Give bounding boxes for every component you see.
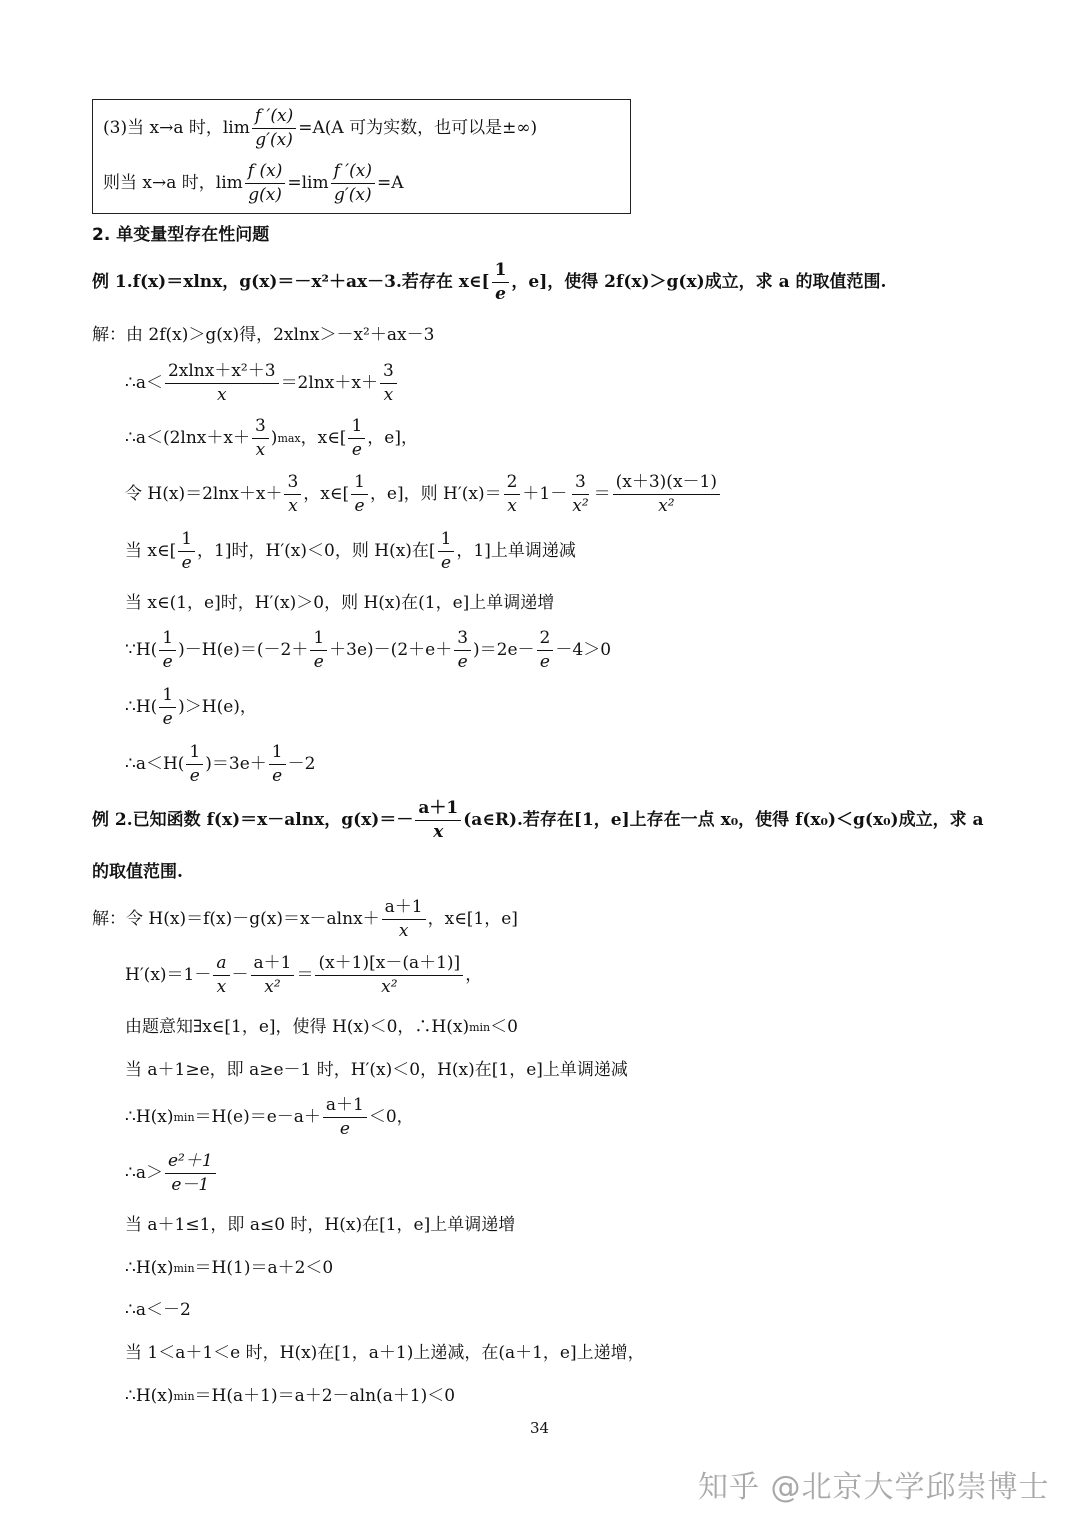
text: H′(x)＝1－ bbox=[125, 965, 212, 985]
text: ∴a＜(2lnx＋x＋ bbox=[125, 428, 250, 448]
denominator: x bbox=[398, 921, 409, 941]
fraction bbox=[537, 630, 554, 671]
sol2-line-4: 当 a＋1≥e，即 a≥e－1 时，H′(x)＜0，H(x)在[1，e]上单调递减 bbox=[125, 1060, 628, 1080]
denominator: x bbox=[433, 822, 444, 842]
text: ＝2lnx＋x＋ bbox=[280, 373, 378, 393]
text: ＝ bbox=[593, 484, 611, 504]
text: ＋3e)－(2＋e＋ bbox=[329, 640, 453, 660]
denominator: e bbox=[495, 284, 506, 304]
denominator: e bbox=[457, 652, 468, 672]
numerator: 1 bbox=[159, 687, 176, 708]
text: =A bbox=[377, 173, 404, 193]
text: ，e]， bbox=[367, 428, 418, 448]
sol2-line-8 bbox=[125, 1260, 333, 1277]
text: 当 x∈[ bbox=[125, 541, 177, 561]
numerator: 3 bbox=[454, 630, 471, 651]
fraction bbox=[159, 630, 176, 671]
text: －4＞0 bbox=[555, 640, 612, 660]
text: 则当 x→a 时，lim bbox=[103, 173, 243, 193]
numerator: 1 bbox=[310, 630, 327, 651]
numerator: 2xlnx＋x²＋3 bbox=[165, 363, 279, 384]
box-line-2 bbox=[103, 163, 404, 204]
fraction bbox=[492, 262, 510, 303]
sol1-line-6: 当 x∈(1，e]时，H′(x)＞0，则 H(x)在(1，e]上单调递增 bbox=[125, 593, 555, 613]
fraction bbox=[331, 163, 375, 204]
sol1-line-2 bbox=[125, 363, 399, 404]
fraction bbox=[382, 899, 426, 940]
sol1-line-8 bbox=[125, 687, 257, 728]
denominator: e bbox=[162, 709, 173, 729]
fraction bbox=[269, 744, 286, 785]
fraction bbox=[252, 108, 296, 149]
sol1-line-5 bbox=[125, 531, 576, 572]
numerator: a＋1 bbox=[415, 800, 461, 821]
numerator: 1 bbox=[186, 744, 203, 765]
denominator: e bbox=[339, 1119, 350, 1139]
denominator: x bbox=[507, 496, 517, 516]
sol1-line-9 bbox=[125, 744, 315, 785]
sol1-line-1: 解：由 2f(x)＞g(x)得，2xlnx＞－x²＋ax－3 bbox=[92, 325, 435, 345]
text: ＝H(1)＝a＋2＜0 bbox=[194, 1258, 334, 1278]
denominator: x bbox=[255, 440, 266, 460]
numerator: 2 bbox=[504, 474, 521, 495]
fraction bbox=[178, 531, 195, 572]
fraction bbox=[323, 1097, 367, 1138]
denominator: e bbox=[440, 553, 451, 573]
text: ，x∈[ bbox=[300, 428, 347, 448]
sol2-line-6 bbox=[125, 1153, 218, 1194]
numerator: e²＋1 bbox=[165, 1153, 216, 1174]
denominator: x² bbox=[572, 496, 589, 516]
sol2-line-7: 当 a＋1≤1，即 a≤0 时，H(x)在[1，e]上单调递增 bbox=[125, 1215, 516, 1235]
fraction bbox=[504, 474, 521, 515]
denominator: x bbox=[288, 496, 298, 516]
numerator: f (x) bbox=[245, 163, 286, 184]
numerator: 1 bbox=[492, 262, 510, 283]
watermark: 知乎 @北京大学邱崇博士 bbox=[698, 1470, 1050, 1505]
numerator: 2 bbox=[537, 630, 554, 651]
numerator: 3 bbox=[572, 474, 589, 495]
sol2-line-10: 当 1＜a＋1＜e 时，H(x)在[1，a＋1)上递减，在(a＋1，e]上递增， bbox=[125, 1343, 645, 1363]
numerator: 3 bbox=[380, 363, 397, 384]
text: ∵H( bbox=[125, 640, 158, 660]
sol1-line-3: ∴a＜(2lnx＋x＋ $\frac{3}{x}$ ) max ，x∈[ $\frac{1}{e}$ ，e]， bbox=[125, 416, 418, 460]
text: 解：令 H(x)＝f(x)－g(x)＝x－alnx＋ bbox=[92, 909, 380, 929]
sol2-line-3 bbox=[125, 1019, 518, 1036]
text: ，x∈[1，e] bbox=[427, 909, 518, 929]
numerator: (x＋1)[x－(a＋1)] bbox=[315, 955, 463, 976]
sol2-line-9: ∴a＜－2 bbox=[125, 1300, 191, 1320]
text: 由题意知∃x∈[1，e]，使得 H(x)＜0，∴H(x) bbox=[125, 1017, 470, 1037]
denominator: e bbox=[181, 553, 192, 573]
denominator: x² bbox=[381, 977, 398, 997]
text: ，x∈[ bbox=[303, 484, 350, 504]
text: ∴H( bbox=[125, 697, 158, 717]
subscript: min bbox=[173, 1111, 195, 1124]
box-line-1 bbox=[103, 108, 537, 149]
denominator: x² bbox=[264, 977, 281, 997]
subscript: min bbox=[173, 1390, 195, 1403]
numerator: 1 bbox=[159, 630, 176, 651]
fraction bbox=[252, 418, 269, 459]
sol2-line-5 bbox=[125, 1097, 414, 1138]
fraction bbox=[159, 687, 176, 728]
subscript: min bbox=[469, 1021, 491, 1034]
text: )＝3e＋ bbox=[205, 754, 267, 774]
fraction bbox=[348, 418, 365, 459]
fraction bbox=[315, 955, 463, 996]
fraction bbox=[310, 630, 327, 671]
fraction bbox=[351, 474, 368, 515]
numerator: 1 bbox=[351, 474, 368, 495]
numerator: 1 bbox=[438, 531, 455, 552]
text: (3)当 x→a 时，lim bbox=[103, 118, 250, 138]
denominator: e bbox=[162, 652, 173, 672]
text: － bbox=[231, 965, 249, 985]
denominator: x bbox=[216, 385, 227, 405]
fraction bbox=[251, 955, 295, 996]
text: ，e]，使得 2f(x)＞g(x)成立，求 a 的取值范围. bbox=[511, 272, 887, 292]
numerator: f ′(x) bbox=[252, 108, 296, 129]
text: 例 2.已知函数 f(x)＝x－alnx，g(x)＝－ bbox=[92, 810, 414, 830]
numerator: 1 bbox=[348, 418, 365, 439]
numerator: 1 bbox=[269, 744, 286, 765]
fraction bbox=[438, 531, 455, 572]
text: ∴H(x) bbox=[125, 1386, 174, 1406]
text: ＜0 bbox=[490, 1017, 518, 1037]
numerator: 3 bbox=[284, 474, 301, 495]
fraction bbox=[284, 474, 301, 515]
sol1-line-4 bbox=[125, 474, 722, 515]
subscript: min bbox=[173, 1262, 195, 1275]
numerator: a＋1 bbox=[323, 1097, 367, 1118]
sol2-line-11 bbox=[125, 1388, 455, 1405]
denominator: e－1 bbox=[171, 1175, 210, 1195]
text: ， bbox=[465, 965, 483, 985]
numerator: (x＋3)(x－1) bbox=[613, 474, 720, 495]
text: ，1]上单调递减 bbox=[456, 541, 576, 561]
numerator: a＋1 bbox=[251, 955, 295, 976]
fraction bbox=[165, 363, 279, 404]
numerator: a＋1 bbox=[382, 899, 426, 920]
text: =A(A 可为实数，也可以是±∞) bbox=[298, 118, 538, 138]
text: ＜0， bbox=[368, 1107, 414, 1127]
fraction bbox=[213, 955, 229, 996]
fraction bbox=[454, 630, 471, 671]
denominator: e bbox=[189, 766, 200, 786]
fraction bbox=[415, 800, 461, 841]
fraction bbox=[165, 1153, 216, 1194]
text: ∴H(x) bbox=[125, 1107, 174, 1127]
fraction bbox=[569, 474, 591, 515]
text: ∴H(x) bbox=[125, 1258, 174, 1278]
numerator: f ′(x) bbox=[331, 163, 375, 184]
text: 例 1.f(x)＝xlnx，g(x)＝－x²＋ax－3.若存在 x∈[ bbox=[92, 272, 490, 292]
sol2-line-2 bbox=[125, 955, 482, 996]
section-heading: 2. 单变量型存在性问题 bbox=[92, 225, 270, 245]
sol2-line-1 bbox=[92, 899, 518, 940]
denominator: g′(x) bbox=[255, 130, 293, 150]
numerator: a bbox=[213, 955, 229, 976]
denominator: x bbox=[383, 385, 394, 405]
numerator: 1 bbox=[178, 531, 195, 552]
text: )＞H(e)， bbox=[178, 697, 257, 717]
text: ＝H(e)＝e－a＋ bbox=[194, 1107, 321, 1127]
denominator: e bbox=[354, 496, 365, 516]
text: ＝ bbox=[296, 965, 314, 985]
text: )－H(e)＝(－2＋ bbox=[178, 640, 309, 660]
fraction bbox=[380, 363, 397, 404]
text: －2 bbox=[287, 754, 316, 774]
text: )＝2e－ bbox=[473, 640, 535, 660]
text: ＋1－ bbox=[522, 484, 568, 504]
denominator: x bbox=[216, 977, 227, 997]
text: ∴a＜ bbox=[125, 373, 163, 393]
text: ＝H(a＋1)＝a＋2－aln(a＋1)＜0 bbox=[194, 1386, 456, 1406]
denominator: g′(x) bbox=[334, 185, 372, 205]
text: ∴a＞ bbox=[125, 1163, 163, 1183]
sol1-line-7 bbox=[125, 630, 611, 671]
fraction bbox=[245, 163, 286, 204]
text: =lim bbox=[287, 173, 329, 193]
page-number: 34 bbox=[530, 1419, 550, 1437]
text: ，1]时，H′(x)＜0，则 H(x)在[ bbox=[197, 541, 436, 561]
denominator: x² bbox=[658, 496, 675, 516]
fraction bbox=[613, 474, 720, 515]
text: (a∈R).若存在[1，e]上存在一点 x₀，使得 f(x₀)＜g(x₀)成立，求 a bbox=[463, 810, 984, 830]
denominator: e bbox=[351, 440, 362, 460]
example-1 bbox=[92, 262, 886, 303]
text: 令 H(x)＝2lnx＋x＋ bbox=[125, 484, 283, 504]
example-2 bbox=[92, 800, 984, 841]
denominator: g(x) bbox=[248, 185, 282, 205]
subscript: max bbox=[277, 432, 301, 445]
text: ∴a＜H( bbox=[125, 754, 185, 774]
text: ，e]，则 H′(x)＝ bbox=[369, 484, 502, 504]
numerator: 3 bbox=[252, 418, 269, 439]
example-2-cont: 的取值范围. bbox=[92, 862, 183, 882]
fraction bbox=[186, 744, 203, 785]
denominator: e bbox=[539, 652, 550, 672]
denominator: e bbox=[272, 766, 283, 786]
denominator: e bbox=[313, 652, 324, 672]
